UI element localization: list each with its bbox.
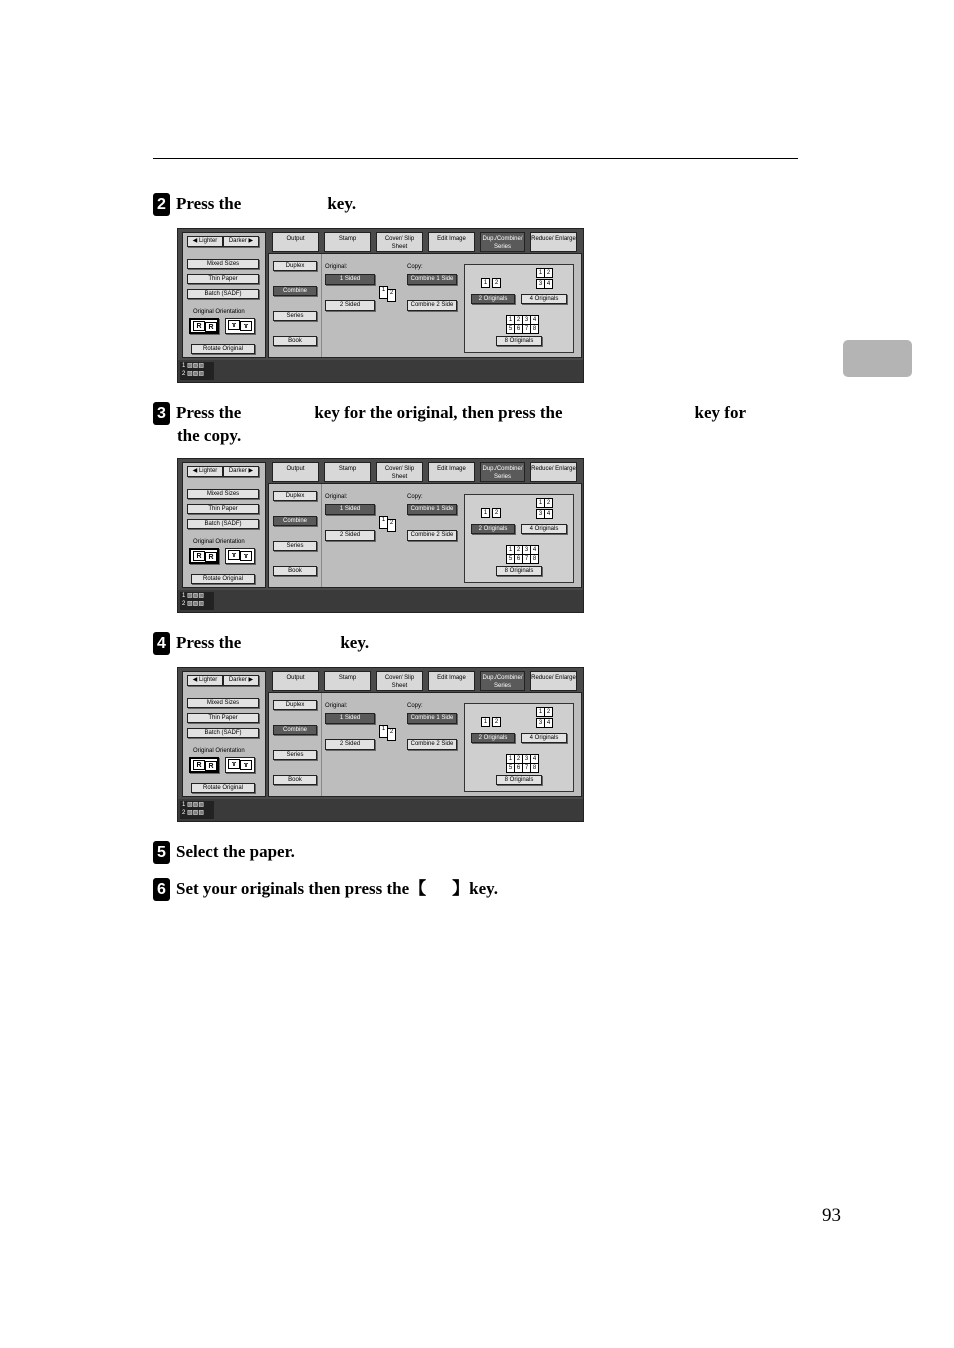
book-button[interactable]: Book xyxy=(273,775,317,785)
step-number: 5 xyxy=(153,841,170,864)
step-number: 3 xyxy=(153,402,170,425)
page-1-icon: 1 xyxy=(506,754,515,764)
page-8-icon: 8 xyxy=(530,763,539,773)
copy-label: Copy: xyxy=(407,703,423,709)
orientation-upright-button[interactable]: R R xyxy=(189,548,219,564)
combine-1-side-button[interactable]: Combine 1 Side xyxy=(407,713,457,724)
tab-edit-image[interactable]: Edit Image xyxy=(428,671,475,691)
combine-button[interactable]: Combine xyxy=(273,516,317,526)
4-originals-button[interactable]: 4 Originals xyxy=(521,733,567,743)
page-2-icon: 2 xyxy=(492,278,501,288)
thin-paper-button[interactable]: Thin Paper xyxy=(187,713,259,723)
page-4-icon: 4 xyxy=(530,754,539,764)
right-panel xyxy=(268,692,582,797)
page-1-icon: 1 xyxy=(536,268,545,278)
tab-dup-combine-series[interactable]: Dup./Combine/ Series xyxy=(480,671,525,691)
page-8-icon: 8 xyxy=(530,324,539,334)
series-button[interactable]: Series xyxy=(273,541,317,551)
page-2-icon: 2 xyxy=(544,268,553,278)
page-6-icon: 6 xyxy=(514,554,523,564)
duplex-button[interactable]: Duplex xyxy=(273,700,317,710)
page-4-icon: 4 xyxy=(530,315,539,325)
status-bar xyxy=(178,360,583,382)
page-5-icon: 5 xyxy=(506,324,515,334)
page-4-icon: 4 xyxy=(544,718,553,728)
batch-sadf-button[interactable]: Batch (SADF) xyxy=(187,519,259,529)
status-bar xyxy=(178,590,583,612)
mixed-sizes-button[interactable]: Mixed Sizes xyxy=(187,698,259,708)
page-5-icon: 5 xyxy=(506,554,515,564)
one-sided-sheet-icon: 2 xyxy=(387,728,396,741)
page-7-icon: 7 xyxy=(522,763,531,773)
tab-dup-combine-series[interactable]: Dup./Combine/ Series xyxy=(480,462,525,482)
combine-button[interactable]: Combine xyxy=(273,286,317,296)
tab-reduce-enlarge[interactable]: Reduce/ Enlarge xyxy=(530,232,577,252)
page-1-icon: 1 xyxy=(506,545,515,555)
batch-sadf-button[interactable]: Batch (SADF) xyxy=(187,289,259,299)
originals-count-box xyxy=(464,703,574,792)
tray-counter: 1 ▧▧▧ 2 ▧▧▧ xyxy=(180,801,214,819)
page-3-icon: 3 xyxy=(536,509,545,519)
thin-paper-button[interactable]: Thin Paper xyxy=(187,274,259,284)
rotate-original-button[interactable]: Rotate Original xyxy=(191,574,255,584)
page-3-icon: 3 xyxy=(522,315,531,325)
page-1-icon: 1 xyxy=(536,498,545,508)
tab-cover-slip-sheet[interactable]: Cover/ Slip Sheet xyxy=(376,462,423,482)
original-label: Original: xyxy=(325,703,348,709)
darker-button[interactable]: Darker ▶ xyxy=(223,466,259,477)
step-number: 2 xyxy=(153,193,170,216)
tray-counter: 1 ▧▧▧ 2 ▧▧▧ xyxy=(180,592,214,610)
combine-1-side-button[interactable]: Combine 1 Side xyxy=(407,274,457,285)
2-originals-button[interactable]: 2 Originals xyxy=(471,733,515,743)
page-1-icon: 1 xyxy=(506,315,515,325)
darker-button[interactable]: Darker ▶ xyxy=(223,675,259,686)
right-panel xyxy=(268,483,582,588)
page-2-icon: 2 xyxy=(514,545,523,555)
tab-reduce-enlarge[interactable]: Reduce/ Enlarge xyxy=(530,671,577,691)
lighter-button[interactable]: ◀ Lighter xyxy=(187,466,223,477)
page-2-icon: 2 xyxy=(544,707,553,717)
one-sided-sheet-icon: 1 xyxy=(379,725,388,738)
mixed-sizes-button[interactable]: Mixed Sizes xyxy=(187,259,259,269)
original-2-sided-button[interactable]: 2 Sided xyxy=(325,530,375,541)
page-2-icon: 2 xyxy=(514,315,523,325)
series-button[interactable]: Series xyxy=(273,750,317,760)
step-6: 6 Set your originals then press the【 】key. xyxy=(153,878,498,901)
right-panel xyxy=(268,253,582,358)
tab-output[interactable]: Output xyxy=(272,232,319,252)
page-4-icon: 4 xyxy=(544,279,553,289)
orientation-upright-button[interactable]: R R xyxy=(189,318,219,334)
page-2-icon: 2 xyxy=(492,508,501,518)
page-1-icon: 1 xyxy=(536,707,545,717)
page-7-icon: 7 xyxy=(522,324,531,334)
tab-stamp[interactable]: Stamp xyxy=(324,232,371,252)
tab-edit-image[interactable]: Edit Image xyxy=(428,232,475,252)
duplex-button[interactable]: Duplex xyxy=(273,491,317,501)
chapter-tab-marker xyxy=(843,340,912,377)
page-6-icon: 6 xyxy=(514,324,523,334)
tab-reduce-enlarge[interactable]: Reduce/ Enlarge xyxy=(530,462,577,482)
tab-stamp[interactable]: Stamp xyxy=(324,671,371,691)
combine-2-side-button[interactable]: Combine 2 Side xyxy=(407,530,457,541)
status-bar xyxy=(178,799,583,821)
step-number: 6 xyxy=(153,878,170,901)
tab-cover-slip-sheet[interactable]: Cover/ Slip Sheet xyxy=(376,671,423,691)
batch-sadf-button[interactable]: Batch (SADF) xyxy=(187,728,259,738)
orientation-sideways-button[interactable]: ɤ ɤ xyxy=(225,318,255,334)
darker-button[interactable]: Darker ▶ xyxy=(223,236,259,247)
step-4: 4 Press the key. xyxy=(153,632,369,655)
copier-screen-3 xyxy=(177,667,584,822)
tab-edit-image[interactable]: Edit Image xyxy=(428,462,475,482)
orientation-sideways-button[interactable]: ɤ ɤ xyxy=(225,757,255,773)
page-1-icon: 1 xyxy=(481,278,490,288)
copier-screen-1 xyxy=(177,228,584,383)
tab-output[interactable]: Output xyxy=(272,671,319,691)
copy-label: Copy: xyxy=(407,494,423,500)
one-sided-sheet-icon: 2 xyxy=(387,289,396,302)
original-2-sided-button[interactable]: 2 Sided xyxy=(325,739,375,750)
2-originals-button[interactable]: 2 Originals xyxy=(471,294,515,304)
8-originals-button[interactable]: 8 Originals xyxy=(496,566,542,576)
duplex-button[interactable]: Duplex xyxy=(273,261,317,271)
combine-2-side-button[interactable]: Combine 2 Side xyxy=(407,300,457,311)
original-label: Original: xyxy=(325,264,348,270)
one-sided-sheet-icon: 1 xyxy=(379,286,388,299)
copier-screen-2 xyxy=(177,458,584,613)
left-panel xyxy=(182,232,266,358)
original-2-sided-button[interactable]: 2 Sided xyxy=(325,300,375,311)
header-rule xyxy=(153,158,798,159)
page-2-icon: 2 xyxy=(514,754,523,764)
tab-output[interactable]: Output xyxy=(272,462,319,482)
orientation-label: Original Orientation xyxy=(193,309,245,315)
orientation-label: Original Orientation xyxy=(193,748,245,754)
step-2: 2 Press the key. xyxy=(153,193,356,216)
combine-button[interactable]: Combine xyxy=(273,725,317,735)
page-8-icon: 8 xyxy=(530,554,539,564)
page-4-icon: 4 xyxy=(530,545,539,555)
rotate-original-button[interactable]: Rotate Original xyxy=(191,344,255,354)
step-3-continued: the copy. xyxy=(177,426,242,445)
page-5-icon: 5 xyxy=(506,763,515,773)
page-1-icon: 1 xyxy=(481,717,490,727)
one-sided-sheet-icon: 1 xyxy=(379,516,388,529)
original-1-sided-button[interactable]: 1 Sided xyxy=(325,713,375,724)
tab-stamp[interactable]: Stamp xyxy=(324,462,371,482)
left-panel xyxy=(182,671,266,797)
lighter-button[interactable]: ◀ Lighter xyxy=(187,236,223,247)
thin-paper-button[interactable]: Thin Paper xyxy=(187,504,259,514)
page-3-icon: 3 xyxy=(522,754,531,764)
4-originals-button[interactable]: 4 Originals xyxy=(521,524,567,534)
8-originals-button[interactable]: 8 Originals xyxy=(496,775,542,785)
page-3-icon: 3 xyxy=(536,718,545,728)
page-2-icon: 2 xyxy=(544,498,553,508)
orientation-upright-button[interactable]: R R xyxy=(189,757,219,773)
orientation-sideways-button[interactable]: ɤ ɤ xyxy=(225,548,255,564)
2-originals-button[interactable]: 2 Originals xyxy=(471,524,515,534)
book-button[interactable]: Book xyxy=(273,336,317,346)
page-7-icon: 7 xyxy=(522,554,531,564)
originals-count-box xyxy=(464,264,574,353)
step-5: 5 Select the paper. xyxy=(153,841,295,864)
book-button[interactable]: Book xyxy=(273,566,317,576)
step-3: 3 Press the key for the original, then press the key for xyxy=(153,402,746,425)
combine-1-side-button[interactable]: Combine 1 Side xyxy=(407,504,457,515)
one-sided-sheet-icon: 2 xyxy=(387,519,396,532)
originals-count-box xyxy=(464,494,574,583)
tab-cover-slip-sheet[interactable]: Cover/ Slip Sheet xyxy=(376,232,423,252)
mixed-sizes-button[interactable]: Mixed Sizes xyxy=(187,489,259,499)
page-4-icon: 4 xyxy=(544,509,553,519)
original-label: Original: xyxy=(325,494,348,500)
rotate-original-button[interactable]: Rotate Original xyxy=(191,783,255,793)
original-1-sided-button[interactable]: 1 Sided xyxy=(325,274,375,285)
4-originals-button[interactable]: 4 Originals xyxy=(521,294,567,304)
series-button[interactable]: Series xyxy=(273,311,317,321)
tab-dup-combine-series[interactable]: Dup./Combine/ Series xyxy=(480,232,525,252)
page-2-icon: 2 xyxy=(492,717,501,727)
page-3-icon: 3 xyxy=(536,279,545,289)
left-panel xyxy=(182,462,266,588)
lighter-button[interactable]: ◀ Lighter xyxy=(187,675,223,686)
tray-counter: 1 ▧▧▧ 2 ▧▧▧ xyxy=(180,362,214,380)
step-number: 4 xyxy=(153,632,170,655)
original-1-sided-button[interactable]: 1 Sided xyxy=(325,504,375,515)
orientation-label: Original Orientation xyxy=(193,539,245,545)
page-6-icon: 6 xyxy=(514,763,523,773)
copy-label: Copy: xyxy=(407,264,423,270)
page-1-icon: 1 xyxy=(481,508,490,518)
page-number: 93 xyxy=(822,1205,841,1226)
combine-2-side-button[interactable]: Combine 2 Side xyxy=(407,739,457,750)
page-3-icon: 3 xyxy=(522,545,531,555)
8-originals-button[interactable]: 8 Originals xyxy=(496,336,542,346)
